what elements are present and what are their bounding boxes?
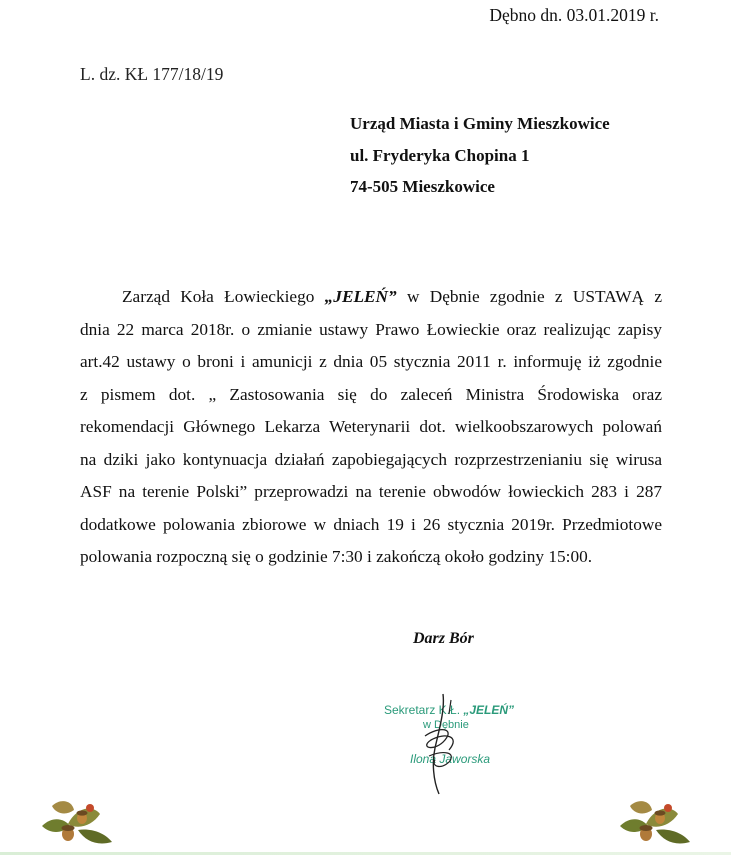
stamp-signatory: Ilona Jaworska xyxy=(410,752,491,766)
body-line: art.42 ustawy o broni i amunicji z dnia 05 stycznia 2011 r. informuję iż zgodnie xyxy=(80,352,662,371)
letter-body xyxy=(80,281,662,574)
body-line: z pismem dot. „ Zastosowania się do zaleceń Ministra Środowiska oraz xyxy=(80,384,662,404)
body-line: ASF na terenie Polski” przeprowadzi na terenie obwodów łowieckich 283 i 287 xyxy=(80,482,662,501)
body-text-segment: w Dębnie zgodnie z USTAWĄ z xyxy=(396,287,663,306)
body-text-segment: Zarząd Koła Łowieckiego xyxy=(122,287,325,306)
recipient-name: Urząd Miasta i Gminy Mieszkowice xyxy=(350,114,610,133)
recipient-street: ul. Fryderyka Chopina 1 xyxy=(350,146,530,165)
body-line: na dziki jako kontynuacja działań zapobiegających rozprzestrzenianiu się wirusa xyxy=(80,449,662,469)
handwritten-signature xyxy=(405,690,485,800)
stamp-location: w Dębnie xyxy=(423,719,469,731)
body-line xyxy=(80,281,662,314)
closing-greeting: Darz Bór xyxy=(413,630,474,647)
reference-number: L. dz. KŁ 177/18/19 xyxy=(80,64,224,84)
recipient-city: 74-505 Mieszkowice xyxy=(350,177,495,196)
body-line: rekomendacji Głównego Lekarza Weterynarii dot. wielkoobszarowych polowań xyxy=(80,417,662,436)
oak-leaves-acorns-icon xyxy=(38,788,118,848)
oak-leaves-acorns-icon xyxy=(616,788,696,848)
stamp-club-name: „JELEŃ” xyxy=(463,703,515,717)
body-line: polowania rozpoczną się o godzinie 7:30 i zakończą około godziny 15:00. xyxy=(80,547,593,566)
body-line: dnia 22 marca 2018r. o zmianie ustawy Prawo Łowieckie oraz realizując zapisy xyxy=(80,319,662,339)
club-name: „JELEŃ” xyxy=(324,287,397,306)
letter-date: Dębno dn. 03.01.2019 r. xyxy=(489,5,659,25)
page-bottom-rule xyxy=(0,852,731,855)
stamp-title-text: Sekretarz K.Ł. xyxy=(384,703,464,717)
body-line: dodatkowe polowania zbiorowe w dniach 19 i 26 stycznia 2019r. Przedmiotowe xyxy=(80,514,662,534)
